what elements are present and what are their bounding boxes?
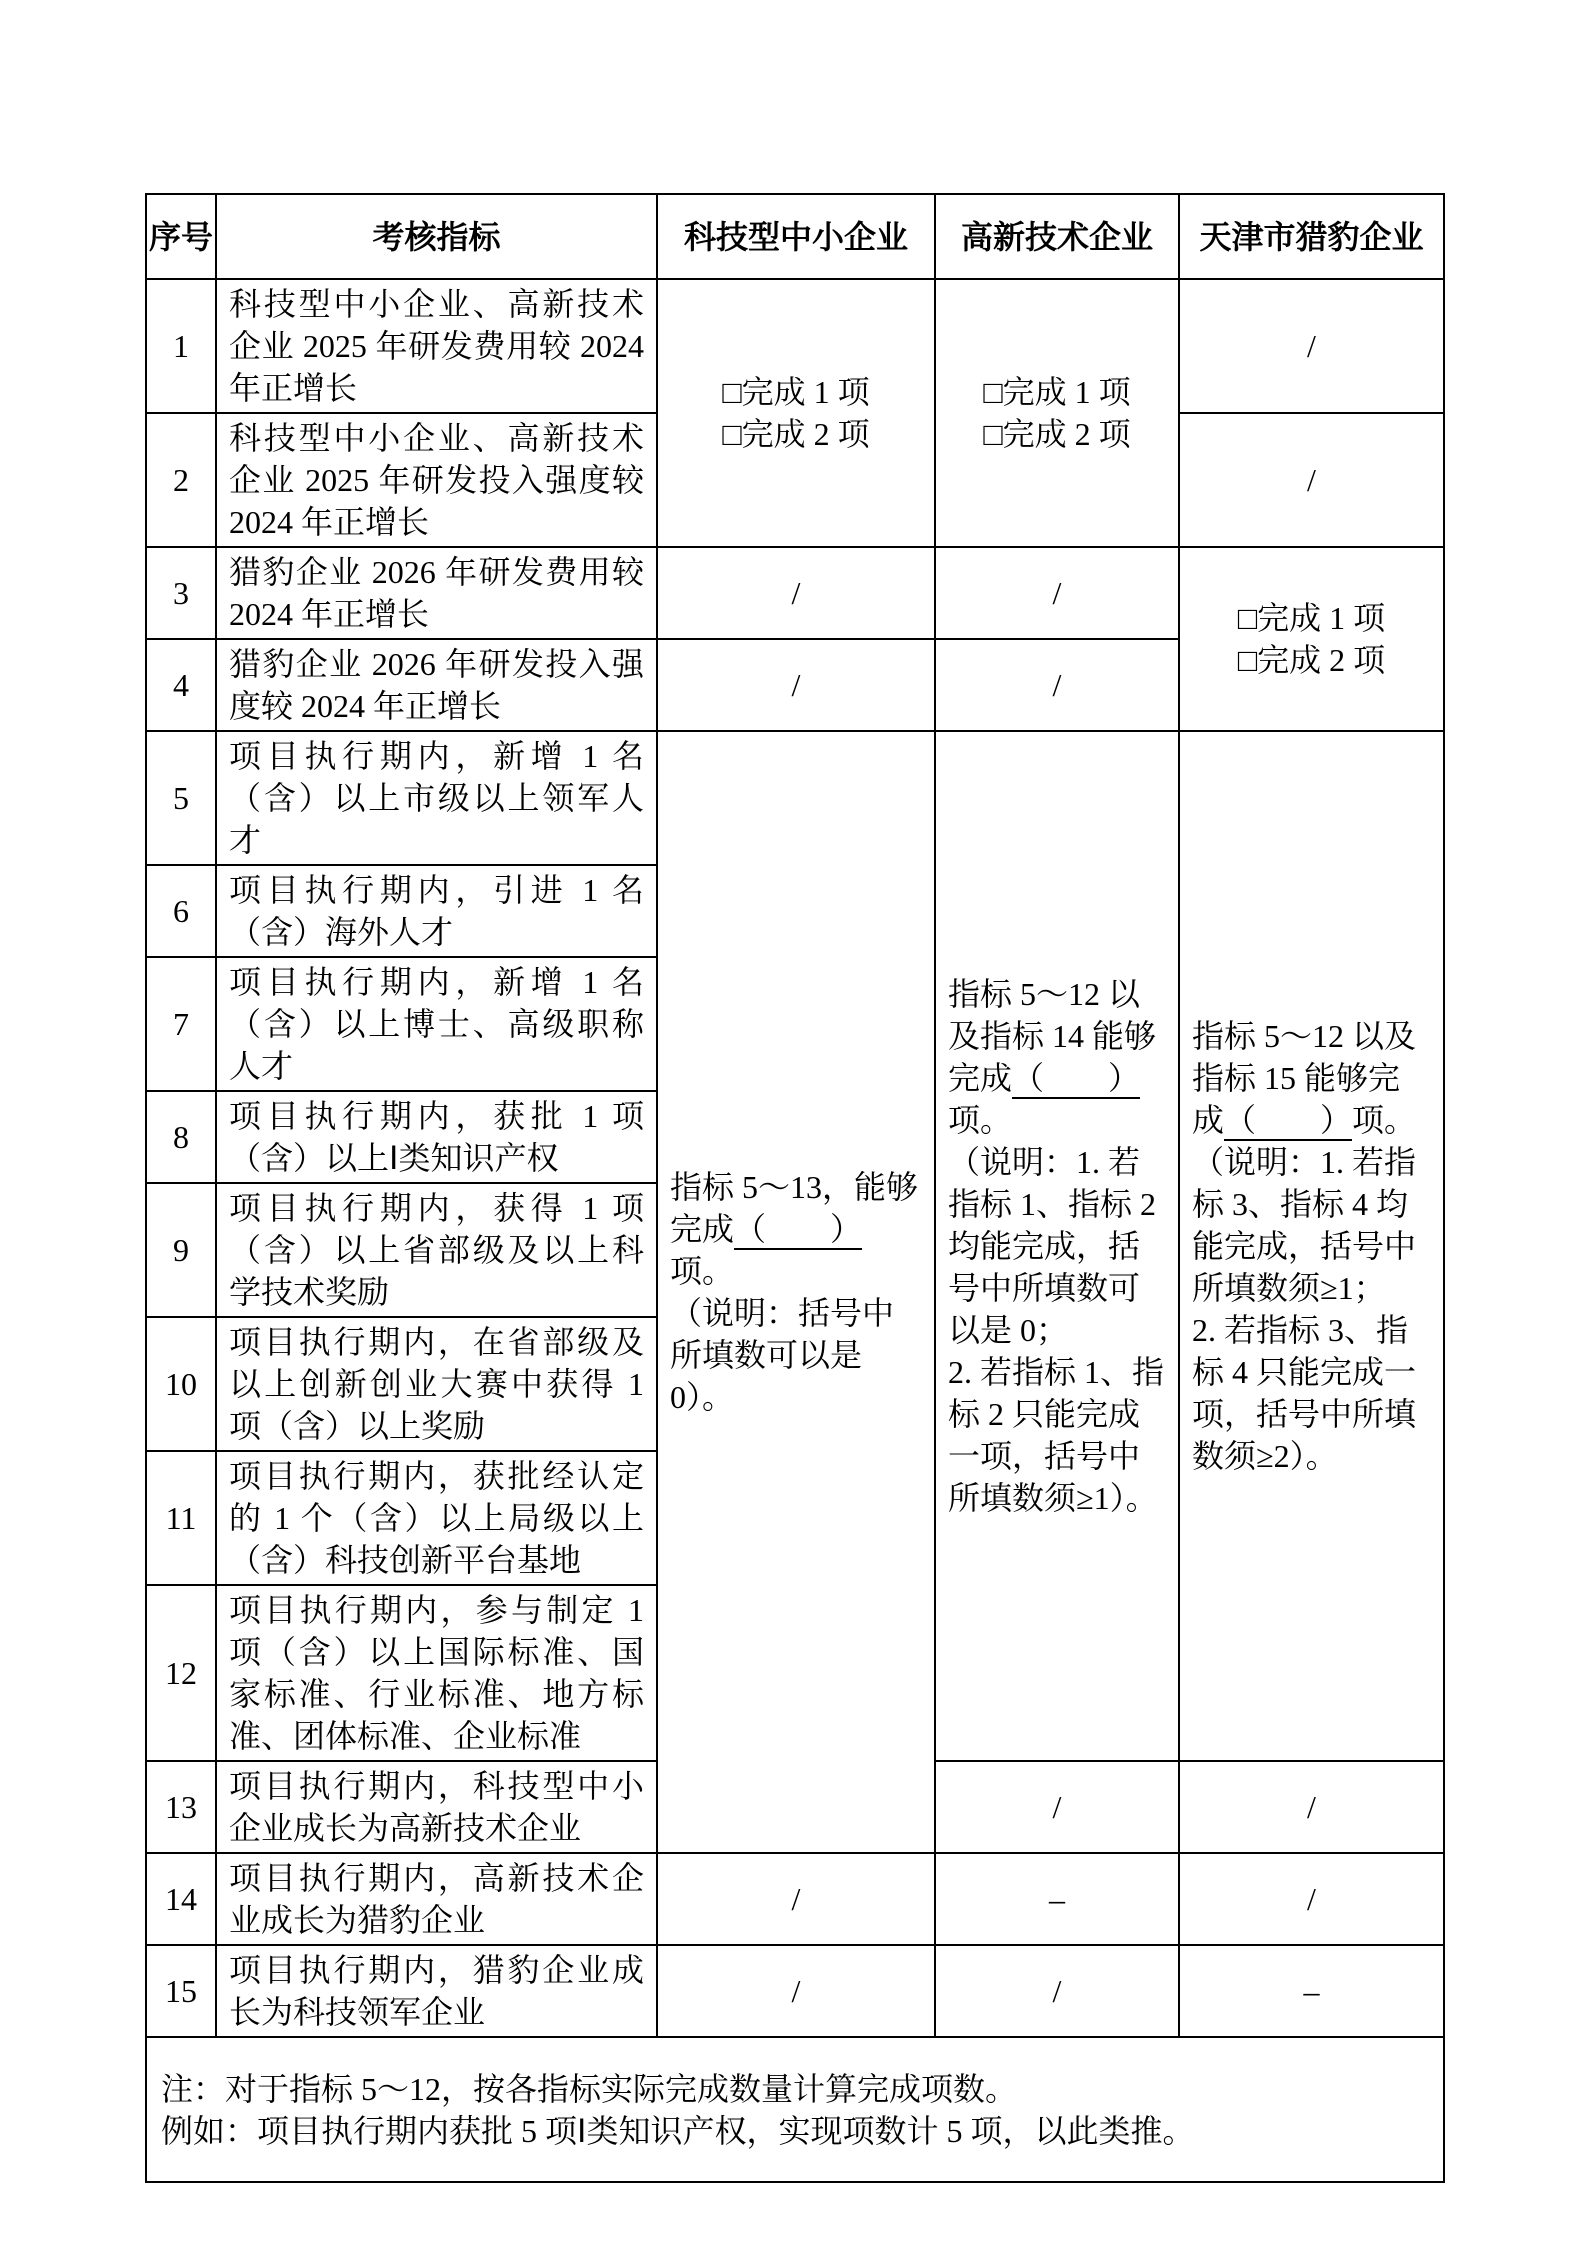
cell-cheetah-r2-slash (1179, 413, 1444, 547)
slash-mark: / (791, 1973, 801, 2009)
header-indicator: 考核指标 (216, 194, 657, 279)
cell-hnte-r13-slash (935, 1761, 1179, 1853)
indicator-cell: 项目执行期内，获批经认定的 1 个（含）以上局级以上（含）科技创新平台基地 (216, 1451, 657, 1585)
cell-sme-r1r2-checkboxes (657, 279, 935, 547)
header-sme: 科技型中小企业 (657, 194, 935, 279)
cell-hnte-r15-slash (935, 1945, 1179, 2037)
cell-hnte-r1r2-checkboxes (935, 279, 1179, 547)
table-row (146, 547, 1444, 639)
instruction-suffix: 项。 (670, 1253, 735, 1289)
row-number: 2 (146, 413, 216, 547)
instruction-prefix: 指标 5～12 以及指标 15 能够完成 (1192, 1018, 1417, 1138)
dash-mark: – (1303, 1973, 1320, 2009)
row-number: 1 (146, 279, 216, 413)
cell-cheetah-r3r4-checkboxes (1179, 547, 1444, 731)
row-number: 8 (146, 1091, 216, 1183)
indicator-cell: 项目执行期内，猎豹企业成长为科技领军企业 (216, 1945, 657, 2037)
slash-mark: / (1052, 1973, 1062, 2009)
instruction-suffix: 项。 (1352, 1102, 1417, 1138)
slash-mark: / (1307, 1789, 1316, 1825)
header-no: 序号 (146, 194, 216, 279)
slash-mark: / (791, 667, 801, 703)
row-number: 10 (146, 1317, 216, 1451)
indicator-cell: 项目执行期内，在省部级及以上创新创业大赛中获得 1 项（含）以上奖励 (216, 1317, 657, 1451)
row-number: 13 (146, 1761, 216, 1853)
row-number: 6 (146, 865, 216, 957)
fill-in-blank: （ ） (1012, 1060, 1140, 1099)
checkbox-option-1: □完成 1 项 (1237, 600, 1386, 636)
cell-sme-r15-slash (657, 1945, 935, 2037)
cell-sme-r3-slash (657, 547, 935, 639)
cell-sme-r14-slash (657, 1853, 935, 1945)
note-row (146, 2037, 1444, 2182)
indicator-cell: 项目执行期内，科技型中小企业成长为高新技术企业 (216, 1761, 657, 1853)
indicator-cell: 项目执行期内，获批 1 项（含）以上Ⅰ类知识产权 (216, 1091, 657, 1183)
instruction-suffix: 项。 (948, 1102, 1013, 1138)
instruction-prefix: 指标 5～13，能够完成 (670, 1169, 919, 1247)
cell-hnte-merged-instruction (935, 731, 1179, 1761)
indicator-cell: 猎豹企业 2026 年研发投入强度较 2024 年正增长 (216, 639, 657, 731)
checkbox-options (983, 371, 1130, 455)
cell-hnte-r14-dash (935, 1853, 1179, 1945)
row-number: 15 (146, 1945, 216, 2037)
note-line-2: 例如：项目执行期内获批 5 项Ⅰ类知识产权，实现项数计 5 项，以此类推。 (161, 2112, 1195, 2149)
indicator-cell: 项目执行期内，高新技术企业成长为猎豹企业 (216, 1853, 657, 1945)
row-number: 11 (146, 1451, 216, 1585)
cell-cheetah-r13-slash (1179, 1761, 1444, 1853)
instruction-note-2: 2. 若指标 3、指标 4 只能完成一项，括号中所填数须≥2）。 (1192, 1312, 1417, 1474)
cell-sme-r4-slash (657, 639, 935, 731)
indicator-cell: 项目执行期内，参与制定 1 项（含）以上国际标准、国家标准、行业标准、地方标准、团体标准、企业标准 (216, 1585, 657, 1761)
instruction-line (1192, 1015, 1431, 1141)
table-row (146, 1853, 1444, 1945)
cell-cheetah-merged-instruction (1179, 731, 1444, 1761)
instruction-note-2: 2. 若指标 1、指标 2 只能完成一项，括号中所填数须≥1）。 (948, 1354, 1165, 1516)
note-line-1: 注：对于指标 5～12，按各指标实际完成数量计算完成项数。 (161, 2070, 1018, 2107)
note-cell (146, 2037, 1444, 2182)
indicator-cell: 科技型中小企业、高新技术企业 2025 年研发投入强度较 2024 年正增长 (216, 413, 657, 547)
checkbox-option-2: □完成 2 项 (722, 416, 870, 452)
checkbox-options (1238, 597, 1385, 681)
cell-cheetah-r1-slash (1179, 279, 1444, 413)
indicator-cell: 项目执行期内，引进 1 名（含）海外人才 (216, 865, 657, 957)
header-hnte: 高新技术企业 (935, 194, 1179, 279)
table-row (146, 279, 1444, 413)
row-number: 3 (146, 547, 216, 639)
checkbox-options (722, 371, 869, 455)
cell-cheetah-r14-slash (1179, 1853, 1444, 1945)
slash-mark: / (1052, 1789, 1062, 1825)
instruction-note: （说明：括号中所填数可以是 0）。 (670, 1295, 895, 1415)
slash-mark: / (1307, 462, 1316, 498)
slash-mark: / (1307, 328, 1316, 364)
instruction-prefix: 指标 5～12 以及指标 14 能够完成 (948, 976, 1157, 1096)
checkbox-option-2: □完成 2 项 (983, 416, 1131, 452)
cell-sme-merged-instruction (657, 731, 935, 1853)
slash-mark: / (791, 1881, 801, 1917)
instruction-note: （说明：1. 若指标 3、指标 4 均能完成，括号中所填数须≥1； (1192, 1144, 1417, 1306)
indicator-cell: 猎豹企业 2026 年研发费用较 2024 年正增长 (216, 547, 657, 639)
instruction-line (948, 973, 1166, 1141)
indicator-cell: 项目执行期内，新增 1 名（含）以上博士、高级职称人才 (216, 957, 657, 1091)
checkbox-option-1: □完成 1 项 (722, 374, 870, 410)
row-number: 14 (146, 1853, 216, 1945)
row-number: 12 (146, 1585, 216, 1761)
indicator-cell: 项目执行期内，新增 1 名（含）以上市级以上领军人才 (216, 731, 657, 865)
header-row (146, 194, 1444, 279)
header-cheetah: 天津市猎豹企业 (1179, 194, 1444, 279)
cell-hnte-r4-slash (935, 639, 1179, 731)
slash-mark: / (1307, 1881, 1316, 1917)
cell-cheetah-r15-dash (1179, 1945, 1444, 2037)
instruction-note: （说明：1. 若指标 1、指标 2 均能完成，括号中所填数可以是 0； (948, 1144, 1157, 1348)
checkbox-option-1: □完成 1 项 (983, 374, 1131, 410)
fill-in-blank: （ ） (734, 1211, 862, 1250)
cell-hnte-r3-slash (935, 547, 1179, 639)
row-number: 9 (146, 1183, 216, 1317)
table-row (146, 1945, 1444, 2037)
slash-mark: / (1052, 667, 1062, 703)
slash-mark: / (1052, 575, 1062, 611)
checkbox-option-2: □完成 2 项 (1237, 642, 1386, 678)
dash-mark: – (1049, 1881, 1065, 1917)
row-number: 5 (146, 731, 216, 865)
instruction-line (670, 1166, 922, 1292)
fill-in-blank: （ ） (1224, 1102, 1352, 1141)
table-row (146, 731, 1444, 865)
row-number: 4 (146, 639, 216, 731)
row-number: 7 (146, 957, 216, 1091)
indicator-cell: 项目执行期内，获得 1 项（含）以上省部级及以上科学技术奖励 (216, 1183, 657, 1317)
indicator-cell: 科技型中小企业、高新技术企业 2025 年研发费用较 2024 年正增长 (216, 279, 657, 413)
assessment-table (145, 193, 1445, 2183)
slash-mark: / (791, 575, 801, 611)
